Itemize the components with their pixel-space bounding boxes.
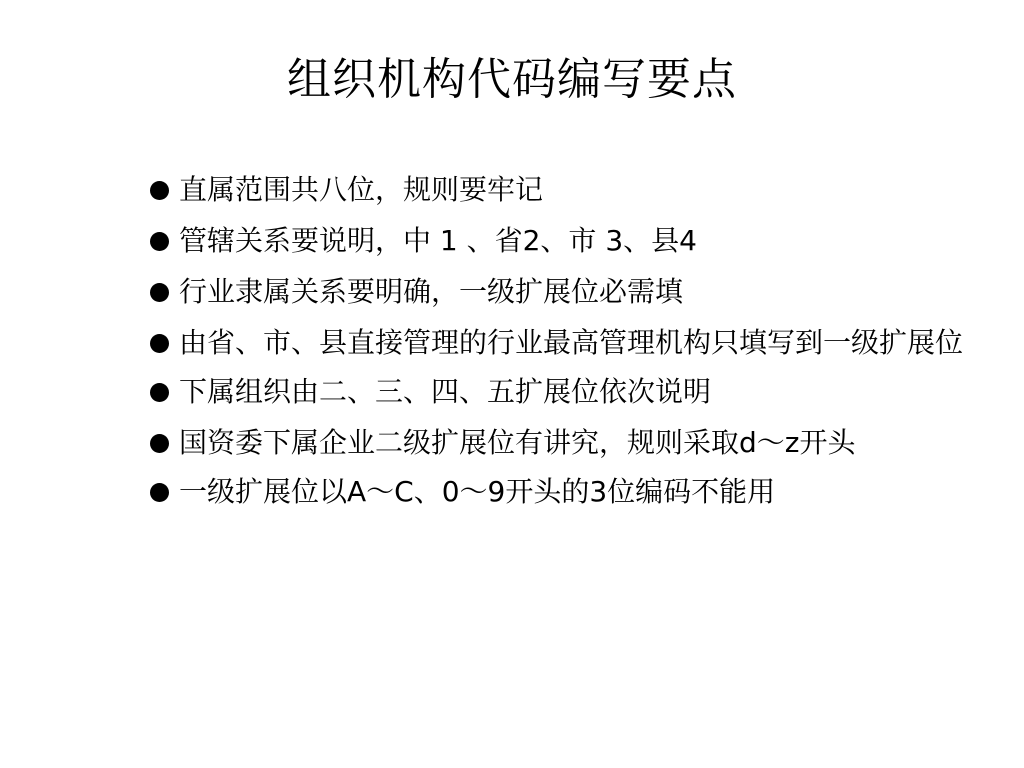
list-item: [148, 374, 978, 409]
bullet-text: 直属范围共八位，规则要牢记: [179, 173, 544, 206]
list-item: [148, 172, 978, 207]
bullet-text: 行业隶属关系要明确，一级扩展位必需填: [179, 275, 684, 308]
list-item: [148, 274, 978, 309]
bullet-text: 由省、市、县直接管理的行业最高管理机构只填写到一级扩展位: [179, 326, 964, 359]
bullet-text: 下属组织由二、三、四、五扩展位依次说明: [179, 375, 712, 408]
bullet-icon: [150, 483, 169, 502]
bullet-icon: [150, 283, 169, 302]
list-item: [148, 425, 978, 460]
bullet-icon: [150, 334, 169, 353]
bullet-icon: [150, 232, 169, 251]
bullet-list: [148, 172, 978, 525]
bullet-icon: [150, 383, 169, 402]
slide-title: 组织机构代码编写要点: [287, 54, 737, 105]
bullet-icon: [150, 181, 169, 200]
list-item: [148, 325, 978, 360]
bullet-icon: [150, 434, 169, 453]
bullet-text: 管辖关系要说明，中 1 、省2、市 3、县4: [179, 224, 697, 257]
list-item: [148, 474, 978, 509]
list-item: [148, 223, 978, 258]
bullet-text: 一级扩展位以A～C、0～9开头的3位编码不能用: [179, 475, 776, 508]
bullet-text: 国资委下属企业二级扩展位有讲究，规则采取d～z开头: [179, 426, 856, 459]
